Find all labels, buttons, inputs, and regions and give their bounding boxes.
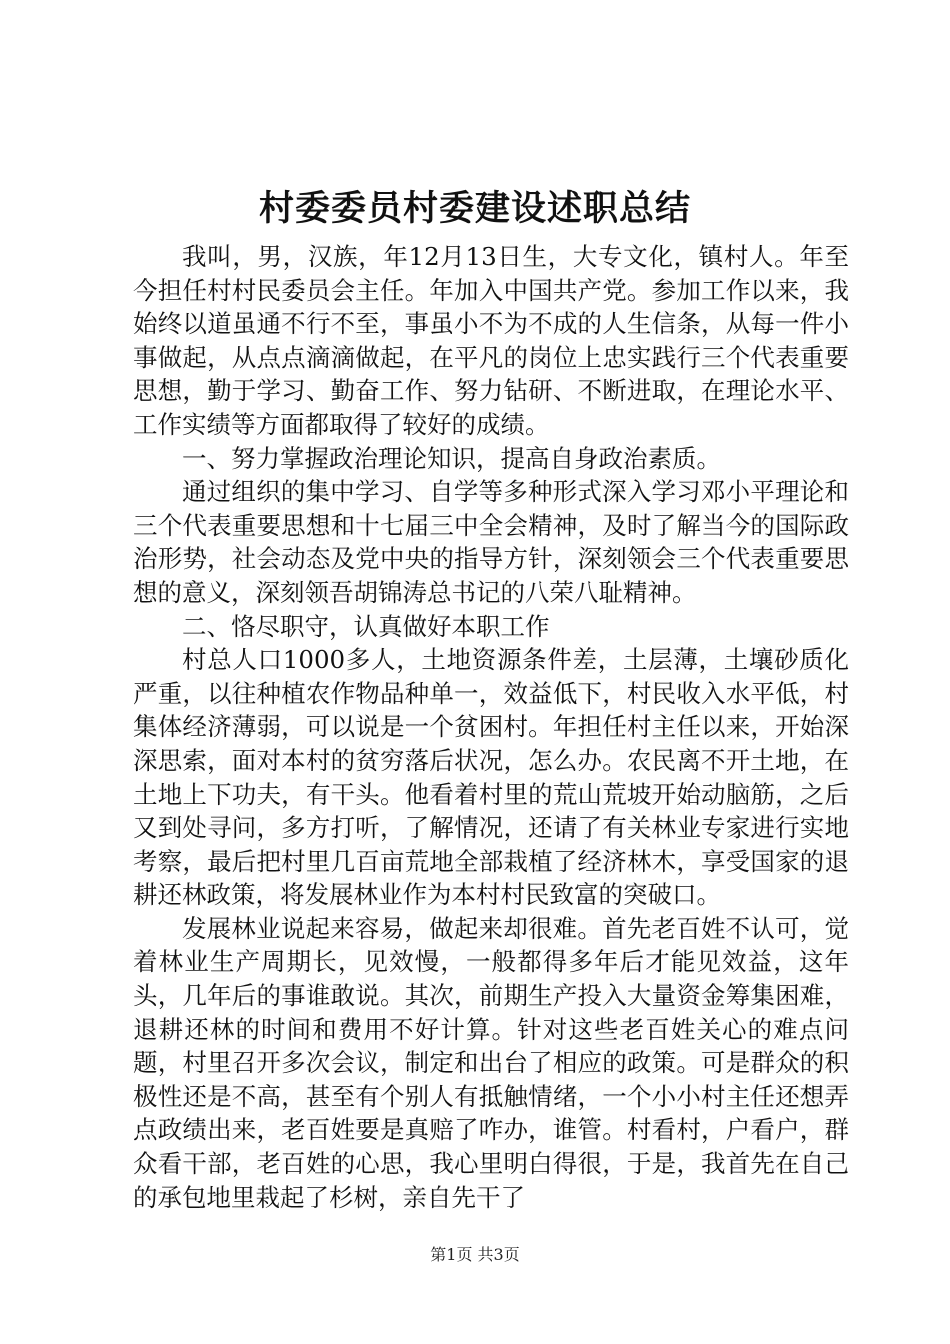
paragraph-forestry: 发展林业说起来容易，做起来却很难。首先老百姓不认可，觉着林业生产周期长，见效慢，一般都得多年后才能见效益，这年头，几年后的事谁敢说。其次，前期生产投入大量资金筹集困难，退耕还林的时间和费用不好计算。针对这些老百姓关心的难点问题，村里召开多次会议，制定和出台了相应的政策。可是群众的积极性还是不高，甚至有个别人有抵触情绪，一个小小村主任还想弄点政绩出来，老百姓要是真赔了咋办，谁管。村看村，户看户，群众看干部，老百姓的心思，我心里明白得很，于是，我首先在自己的承包地里栽起了杉树，亲自先干了 xyxy=(133,913,849,1212)
section-heading-2: 二、恪尽职守，认真做好本职工作 xyxy=(182,611,550,641)
section-heading-1: 一、努力掌握政治理论知识，提高自身政治素质。 xyxy=(182,443,721,473)
paragraph-village-situation: 村总人口1000多人，土地资源条件差，土层薄，土壤砂质化严重，以往种植农作物品种单一，效益低下，村民收入水平低，村集体经济薄弱，可以说是一个贫困村。年担任村主任以来，开始深深思索，面对本村的贫穷落后状况，怎么办。农民离不开土地，在土地上下功夫，有干头。他看着村里的荒山荒坡开始动脑筋，之后又到处寻问，多方打听，了解情况，还请了有关林业专家进行实地考察，最后把村里几百亩荒地全部栽植了经济林木，享受国家的退耕还林政策，将发展林业作为本村村民致富的突破口。 xyxy=(133,645,849,910)
document-title: 村委委员村委建设述职总结 xyxy=(258,188,691,229)
page-number-footer: 第1页 共3页 xyxy=(430,1245,520,1264)
document-body xyxy=(133,240,849,1214)
paragraph-study: 通过组织的集中学习、自学等多种形式深入学习邓小平理论和三个代表重要思想和十七届三中全会精神，及时了解当今的国际政治形势，社会动态及党中央的指导方针，深刻领会三个代表重要思想的意义，深刻领吾胡锦涛总书记的八荣八耻精神。 xyxy=(133,477,849,607)
paragraph-intro: 我叫，男，汉族，年12月13日生，大专文化，镇村人。年至今担任村村民委员会主任。年加入中国共产党。参加工作以来，我始终以道虽通不行不至，事虽小不为不成的人生信条，从每一件小事做起，从点点滴滴做起，在平凡的岗位上忠实践行三个代表重要思想，勤于学习、勤奋工作、努力钻研、不断进取，在理论水平、工作实绩等方面都取得了较好的成绩。 xyxy=(133,242,849,439)
